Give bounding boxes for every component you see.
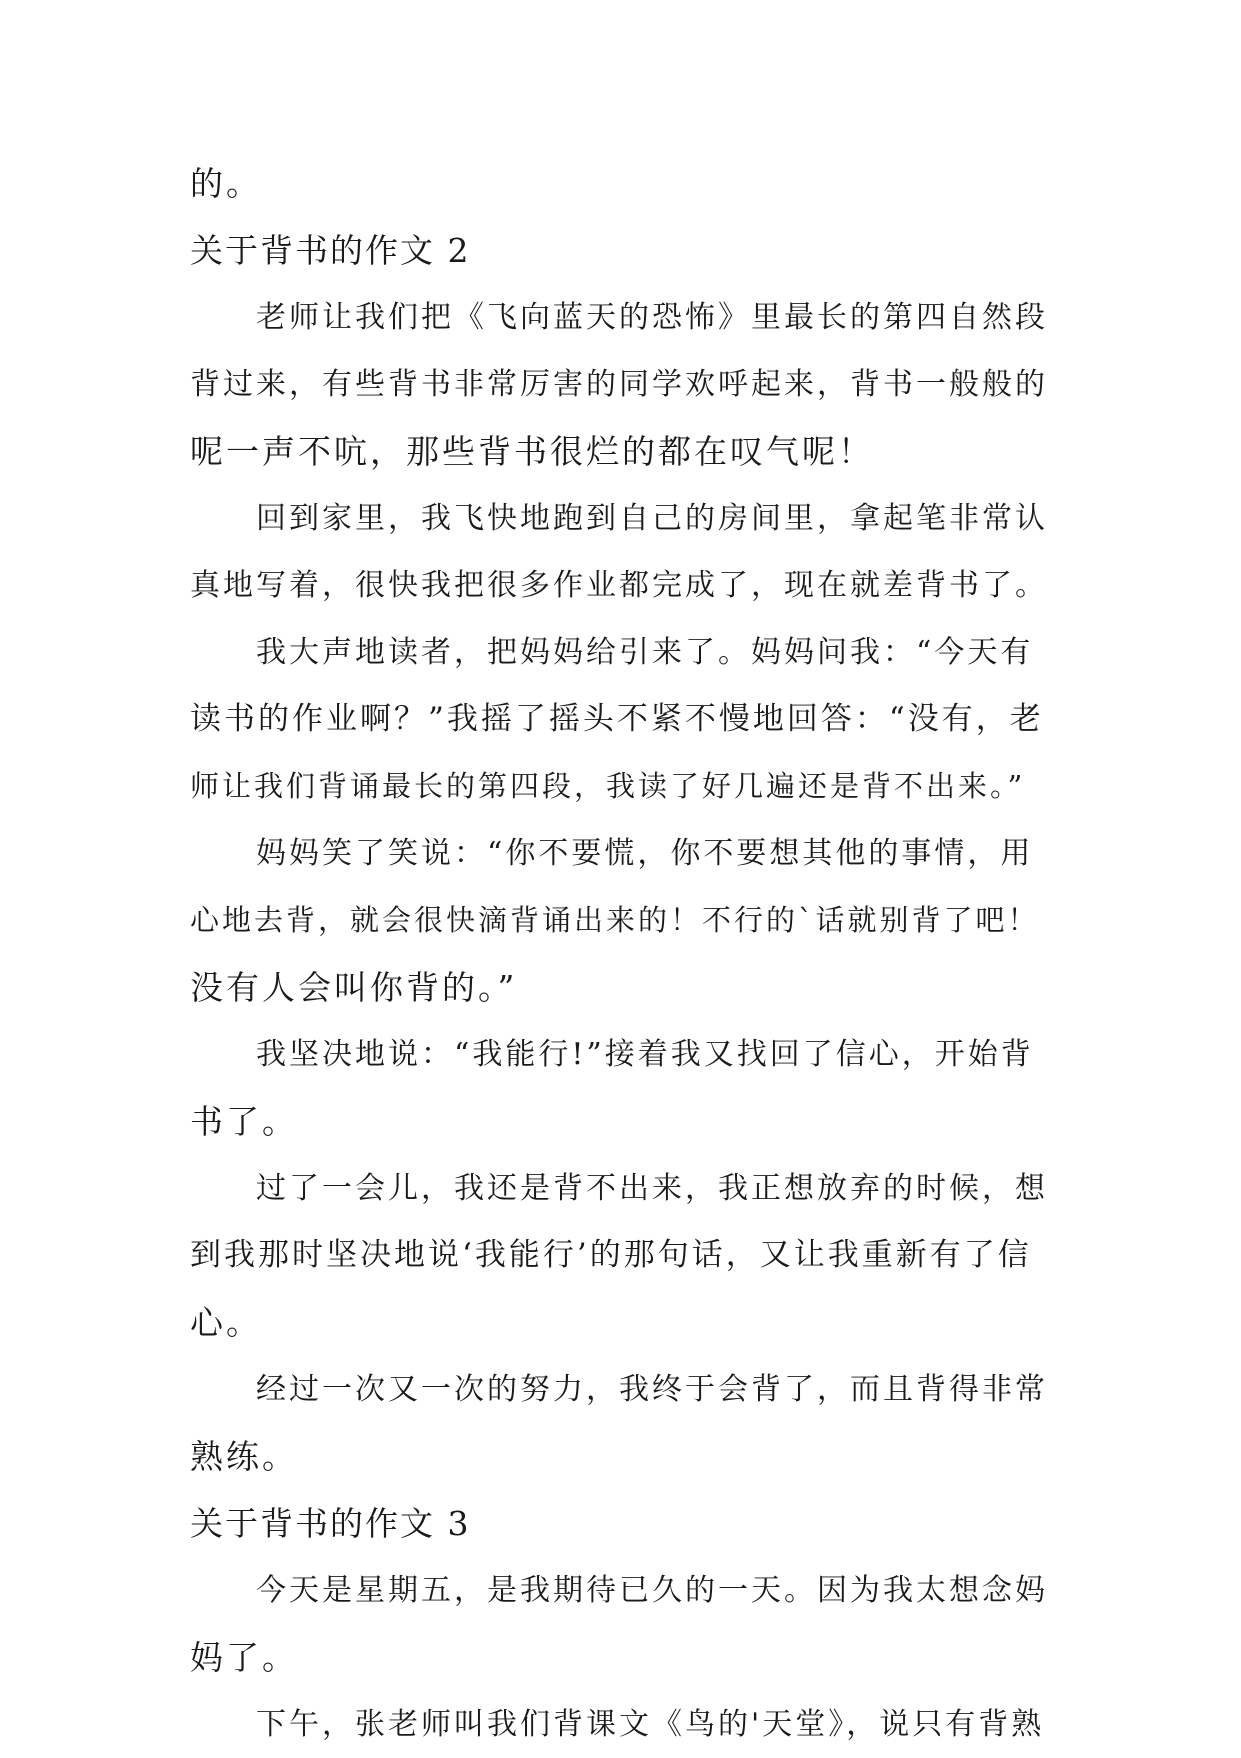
text-line: 到我那时坚决地说‘我能行’的那句话，又让我重新有了信: [190, 1237, 1032, 1273]
text-line: 真地写着，很快我把很多作业都完成了，现在就差背书了。: [190, 568, 1048, 603]
text-line: 背过来，有些背书非常厉害的同学欢呼起来，背书一般般的: [190, 367, 1048, 402]
essay-heading: 关于背书的作文 3: [190, 1504, 471, 1543]
paragraph-start-line: 经过一次又一次的努力，我终于会背了，而且背得非常: [256, 1372, 1048, 1407]
document-page: [190, 150, 1050, 1758]
text-line: 读书的作业啊？”我摇了摇头不紧不慢地回答：“没有，老: [190, 701, 1044, 737]
paragraph-start-line: 今天是星期五，是我期待已久的一天。因为我太想念妈: [256, 1573, 1048, 1608]
text-line: 师让我们背诵最长的第四段，我读了好几遍还是背不出来。”: [190, 769, 1026, 803]
paragraph-start-line: 老师让我们把《飞向蓝天的恐怖》里最长的第四自然段: [256, 300, 1048, 335]
paragraph-start-line: 下午，张老师叫我们背课文《鸟的'天堂》，说只有背熟: [256, 1707, 1045, 1742]
paragraph-start-line: 回到家里，我飞快地跑到自己的房间里，拿起笔非常认: [256, 501, 1048, 536]
essay-heading: 关于背书的作文 2: [190, 231, 471, 270]
text-line: 的。: [190, 164, 262, 203]
paragraph-start-line: 过了一会儿，我还是背不出来，我正想放弃的时候，想: [256, 1171, 1048, 1206]
paragraph-start-line: 我大声地读者，把妈妈给引来了。妈妈问我：“今天有: [256, 635, 1034, 670]
text-line: 心。: [190, 1303, 262, 1342]
paragraph-start-line: 我坚决地说：“我能行!”接着我又找回了信心，开始背: [256, 1037, 1034, 1072]
text-line: 呢一声不吭，那些背书很烂的都在叹气呢！: [190, 432, 874, 471]
text-line: 心地去背，就会很快滴背诵出来的！不行的`话就别背了吧！: [190, 903, 1040, 937]
text-line: 没有人会叫你背的。”: [190, 968, 518, 1007]
paragraph-start-line: 妈妈笑了笑说：“你不要慌，你不要想其他的事情，用: [256, 836, 1034, 871]
text-line: 熟练。: [190, 1437, 298, 1476]
text-line: 书了。: [190, 1102, 298, 1141]
text-line: 妈了。: [190, 1638, 298, 1677]
